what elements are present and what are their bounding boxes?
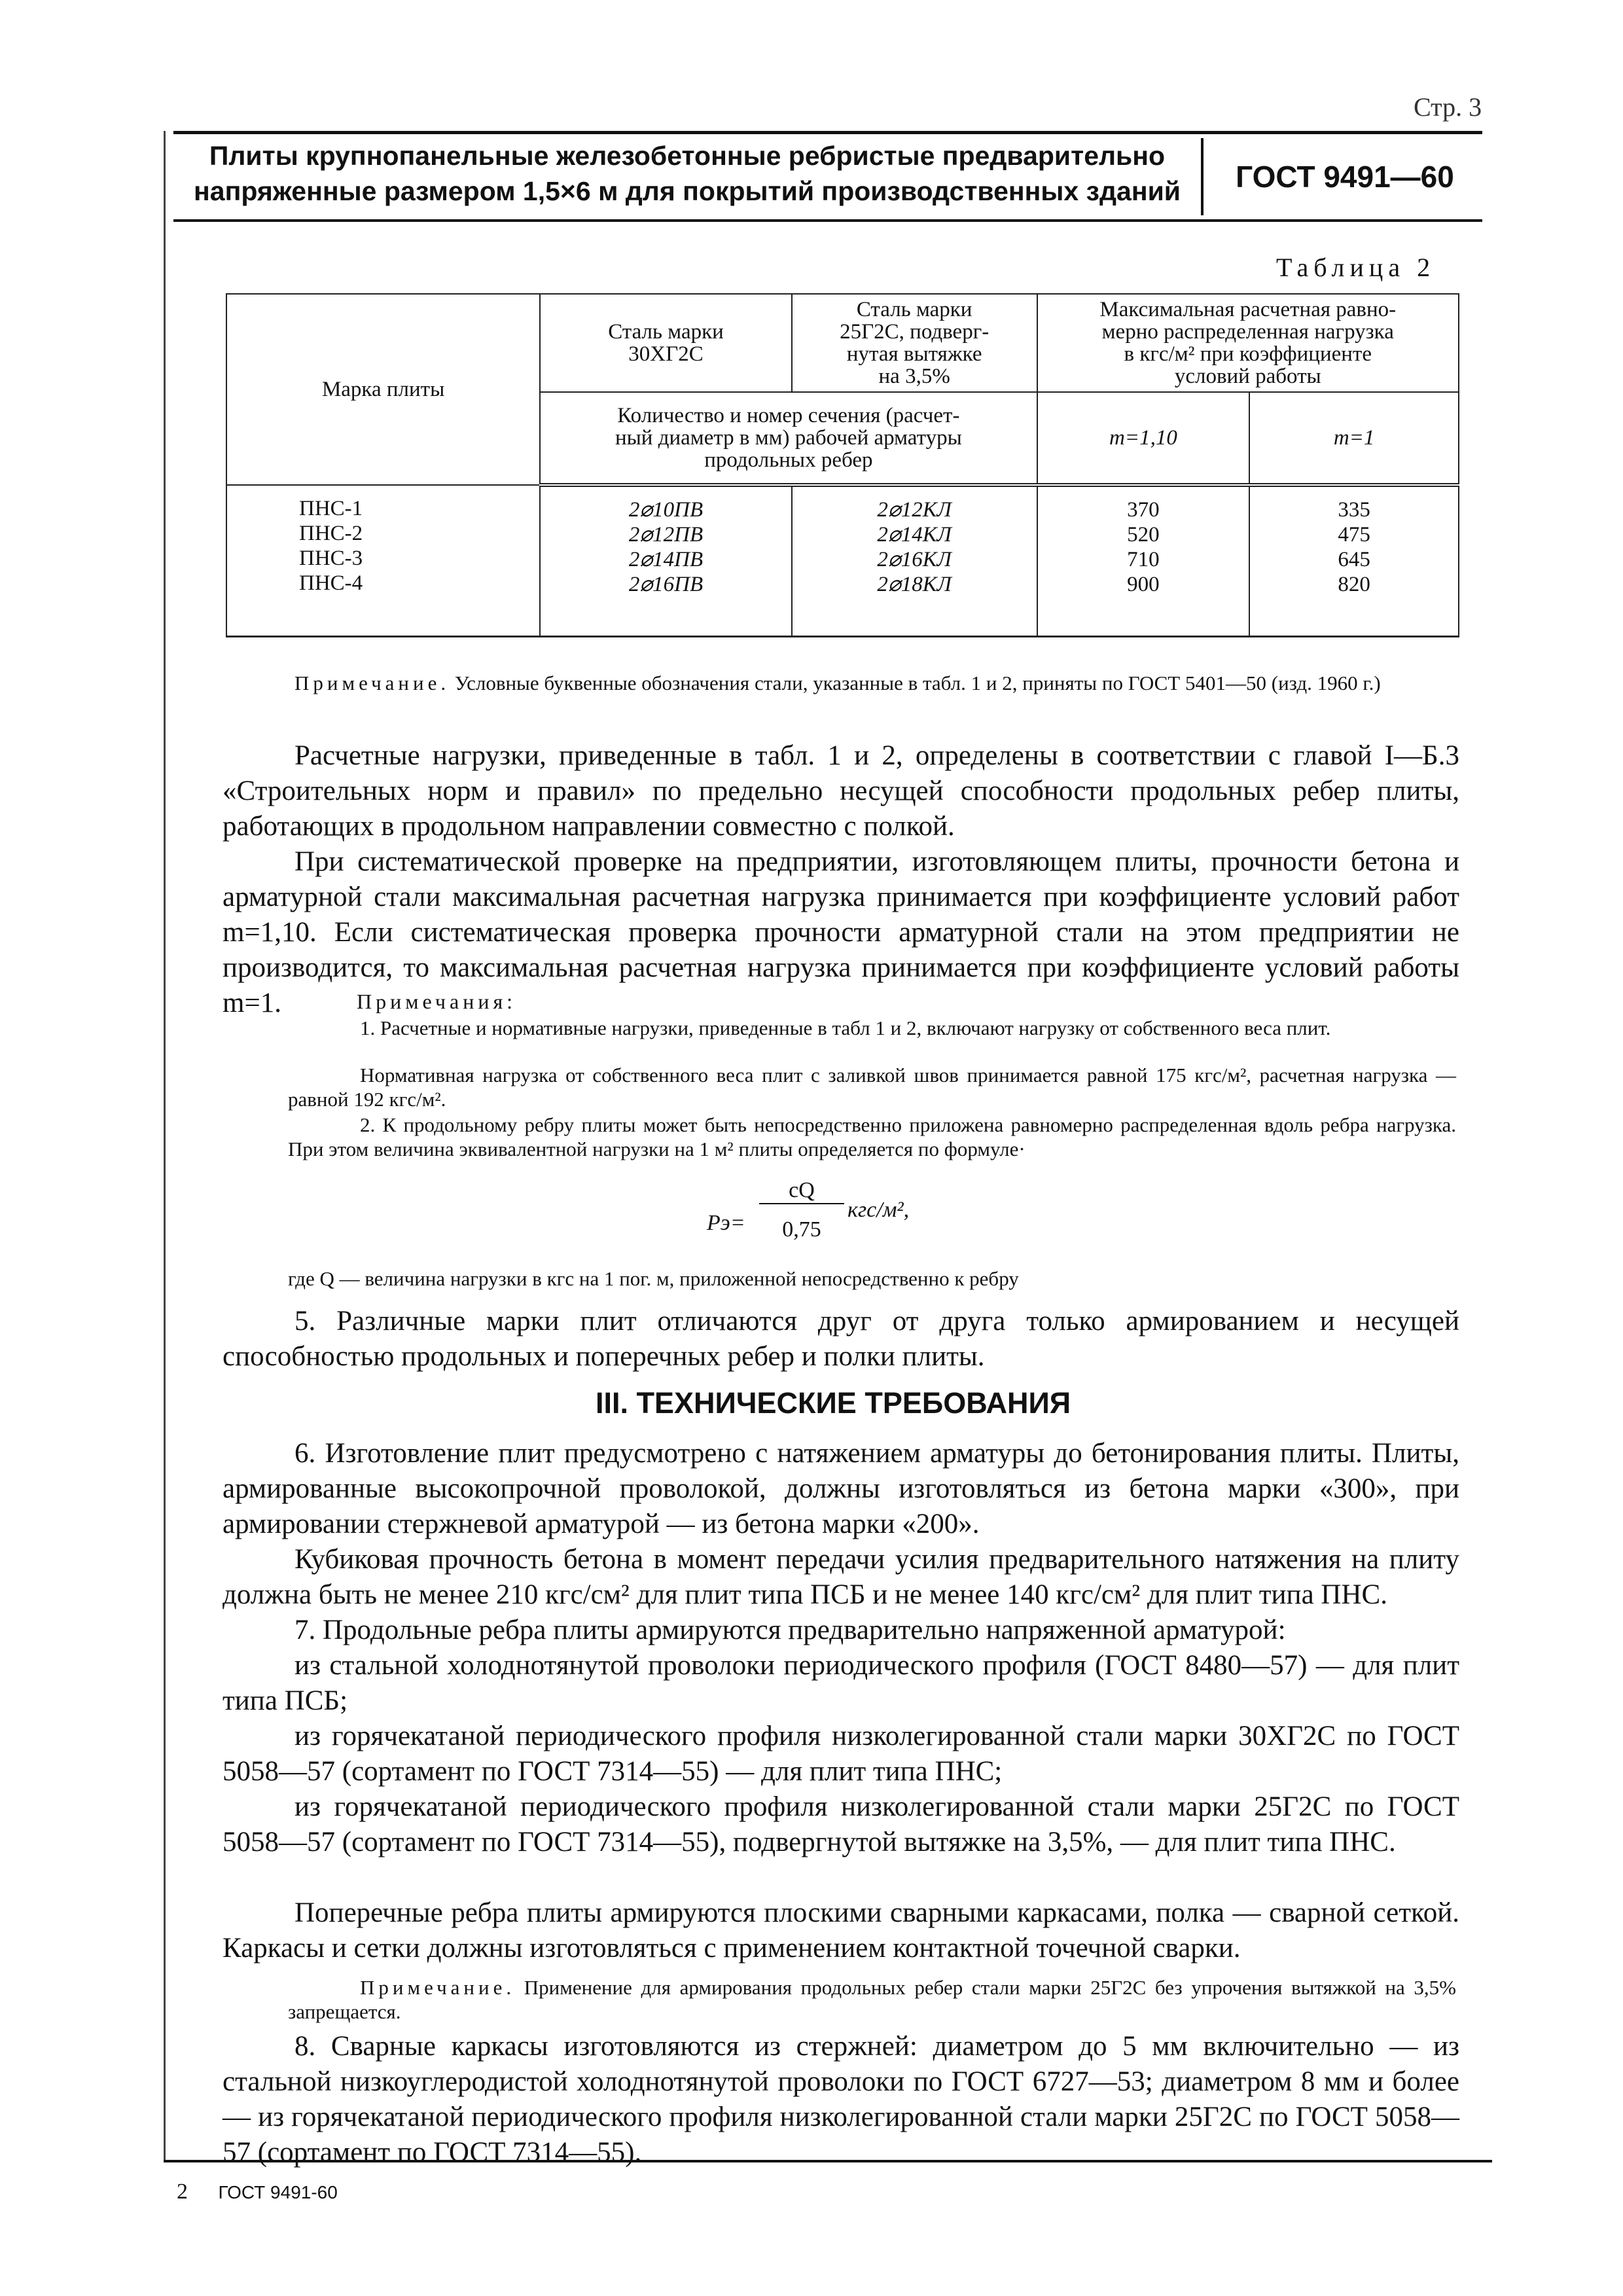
notes-label: Примечания:: [357, 990, 517, 1013]
table-cell: 710: [1127, 548, 1160, 571]
table-cell: ПНС-4: [299, 571, 363, 595]
column-m1: [1249, 485, 1459, 637]
paragraph-loads: Расчетные нагрузки, приведенные в табл. 1 и 2, определены в соответствии с главой I—Б.3 «Строительных норм и правил» по предельно несущей способности продольных ребер плиты, работающих в продольном направлении совместно с полкой.: [223, 740, 1459, 842]
table-note-label: Примечание.: [294, 672, 450, 694]
table-cell: 2⌀14ПВ: [628, 548, 704, 571]
table-cell: 520: [1127, 523, 1160, 547]
footer-rule: [164, 2160, 1492, 2162]
header-title: [173, 138, 1204, 215]
footer: [177, 2179, 338, 2204]
header-mark: Марка плиты: [226, 294, 540, 485]
subheader-m1: m=1: [1249, 392, 1459, 485]
header-load: Максимальная расчетная равно- мерно распределенная нагрузка в кгс/м² при коэффициенте условий работы: [1037, 294, 1459, 392]
table-note-text: Условные буквенные обозначения стали, указанные в табл. 1 и 2, приняты по ГОСТ 5401—50 (изд. 1960 г.): [454, 672, 1381, 694]
subheader-rebar: Количество и номер сечения (расчет- ный диаметр в мм) рабочей арматуры продольных ребер: [540, 392, 1037, 485]
note-3-label: Примечание.: [360, 1976, 516, 1999]
table-cell: 335: [1338, 498, 1370, 522]
table-cell: 475: [1338, 523, 1370, 547]
note-3: [288, 1975, 1456, 2024]
document-header: [173, 131, 1482, 222]
table-cell: 820: [1338, 573, 1370, 596]
footer-page-number: 2: [177, 2179, 188, 2204]
column-steel1: [540, 485, 792, 637]
column-marks: [226, 485, 540, 637]
header-steel1: Сталь марки 30ХГ2С: [540, 294, 792, 392]
header-title-line1: Плиты крупнопанельные железобетонные ребристые предварительно: [209, 141, 1166, 171]
table-cell: 2⌀10ПВ: [628, 498, 704, 522]
header-standard-code: ГОСТ 9491—60: [1236, 160, 1454, 194]
header-steel2: Сталь марки 25Г2С, подверг- нутая вытяжке на 3,5%: [792, 294, 1037, 392]
column-steel2: [792, 485, 1037, 637]
formula-denominator: 0,75: [782, 1217, 821, 1242]
paragraph-6b: Кубиковая прочность бетона в момент передачи усилия предварительного натяжения на плиту должна быть не менее 210 кгс/см² для плит типа ПСБ и не менее 140 кгс/см² для плит типа ПНС.: [223, 1544, 1459, 1610]
paragraph-7: 7. Продольные ребра плиты армируются предварительно напряженной арматурой:: [294, 1615, 1286, 1645]
paragraph-7b: из горячекатаной периодического профиля низколегированной стали марки 30ХГ2С по ГОСТ 5058—57 (сортамент по ГОСТ 7314—55) — для плит типа ПНС;: [223, 1721, 1459, 1787]
table-cell: 900: [1127, 573, 1160, 596]
table-cell: 2⌀12КЛ: [877, 498, 952, 522]
table-cell: 2⌀16КЛ: [877, 548, 952, 571]
header-title-line2: напряженные размером 1,5×6 м для покрытий производственных зданий: [194, 176, 1181, 206]
table-cell: 370: [1127, 498, 1160, 522]
table-cell: 2⌀18КЛ: [877, 573, 952, 596]
formula-numerator: cQ: [759, 1178, 844, 1204]
paragraph-7c: из горячекатаной периодического профиля низколегированной стали марки 25Г2С по ГОСТ 5058—57 (сортамент по ГОСТ 7314—55), подвергнутой вытяжке на 3,5%, — для плит типа ПНС.: [223, 1791, 1459, 1857]
subheader-m110: m=1,10: [1037, 392, 1250, 485]
paragraph-5: 5. Различные марки плит отличаются друг от друга только армированием и несущей способностью продольных и поперечных ребер и полки плиты.: [223, 1306, 1459, 1372]
table-cell: 645: [1338, 548, 1370, 571]
paragraph-7d: Поперечные ребра плиты армируются плоскими сварными каркасами, полка — сварной сеткой. Каркасы и сетки должны изготовляться с применением контактной точечной сварки.: [223, 1897, 1459, 1964]
paragraph-8: 8. Сварные каркасы изготовляются из стержней: диаметром до 5 мм включительно — из стальной низкоуглеродистой холоднотянутой проволоки по ГОСТ 6727—53; диаметром 8 мм и более — из горячекатаной периодического профиля низколегированной стали марки 25Г2С по ГОСТ 5058—57 (сортамент по ГОСТ 7314—55).: [223, 2031, 1459, 2168]
formula-unit: кгс/м²,: [847, 1198, 910, 1222]
formula-left: Pэ=: [707, 1211, 745, 1235]
paragraph-6: 6. Изготовление плит предусмотрено с натяжением арматуры до бетонирования плиты. Плиты, армированные высокопрочной проволокой, должны изготовляться из бетона марки «300», при армировании стержневой арматурой — из бетона марки «200».: [223, 1438, 1459, 1539]
table-cell: ПНС-3: [299, 547, 363, 570]
table-cell: 2⌀12ПВ: [628, 523, 704, 547]
footer-standard-code: ГОСТ 9491-60: [218, 2182, 338, 2202]
paragraph-checking: При систематической проверке на предприятии, изготовляющем плиты, прочности бетона и арматурной стали максимальная расчетная нагрузка принимается при коэффициенте условий работ m=1,10. Если систематическая проверка прочности арматурной стали на этом предприятии не производится, то максимальная расчетная нагрузка принимается при коэффициенте условий работы m=1.: [223, 846, 1459, 1018]
column-m110: [1037, 485, 1250, 637]
left-margin-rule: [164, 131, 166, 2160]
table-cell: ПНС-1: [299, 497, 363, 520]
formula-where: где Q — величина нагрузки в кгс на 1 пог. м, приложенной непосредственно к ребру: [288, 1267, 1019, 1290]
table-cell: 2⌀14КЛ: [877, 523, 952, 547]
note-item-1: 1. Расчетные и нормативные нагрузки, приведенные в табл 1 и 2, включают нагрузку от собственного веса плит.: [360, 1016, 1331, 1039]
table-cell: ПНС-2: [299, 522, 363, 545]
table-cell: 2⌀16ПВ: [628, 573, 704, 596]
note-item-2: 2. К продольному ребру плиты может быть непосредственно приложена равномерно распределенная вдоль ребра нагрузка. При этом величина эквивалентной нагрузки на 1 м² плиты определяется по формуле·: [288, 1113, 1456, 1160]
paragraph-7a: из стальной холоднотянутой проволоки периодического профиля (ГОСТ 8480—57) — для плит типа ПСБ;: [223, 1650, 1459, 1716]
table-caption: Таблица 2: [1276, 253, 1436, 282]
note-3-text: Применение для армирования продольных ребер стали марки 25Г2С без упрочения вытяжкой на 3,5% запрещается.: [288, 1976, 1457, 2023]
note-item-1b: Нормативная нагрузка от собственного веса плит с заливкой швов принимается равной 175 кгс/м², расчетная нагрузка — равной 192 кгс/м².: [288, 1064, 1456, 1111]
table-note: [294, 671, 1456, 696]
reinforcement-table: [226, 293, 1459, 637]
section-title: III. ТЕХНИЧЕСКИЕ ТРЕБОВАНИЯ: [596, 1386, 1071, 1420]
page-number-top: Стр. 3: [1414, 92, 1482, 122]
